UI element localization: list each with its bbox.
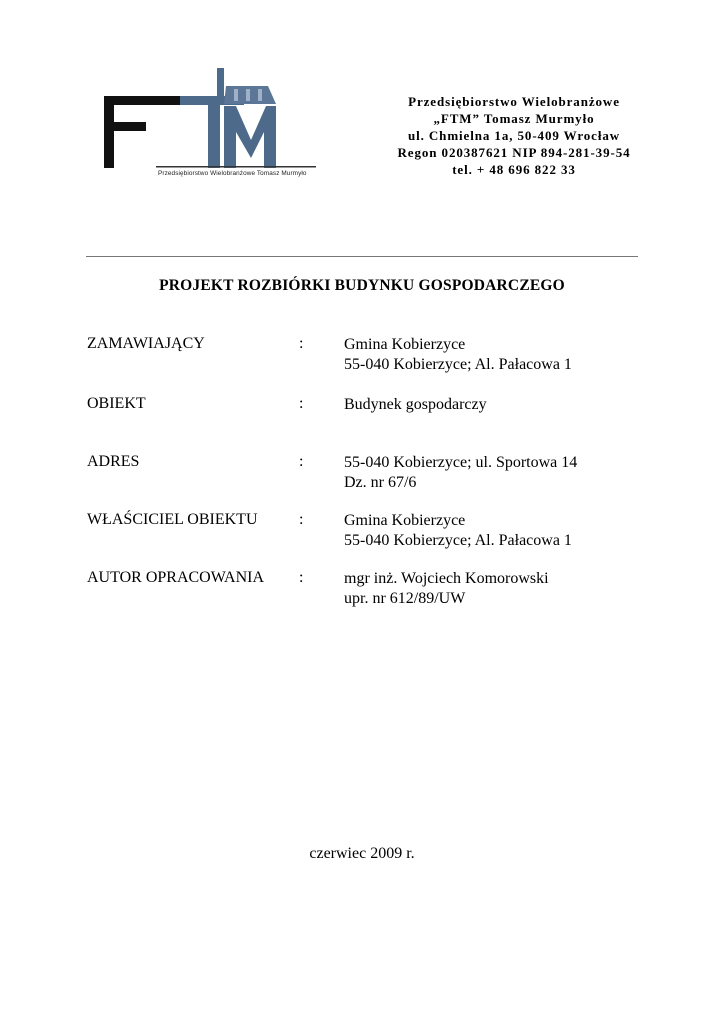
value-line: Gmina Kobierzyce [344, 336, 466, 353]
field-value-client [344, 335, 572, 375]
company-name-line: Przedsiębiorstwo Wielobranżowe [408, 94, 620, 109]
field-label-object: OBIEKT [87, 395, 146, 412]
field-value-owner [344, 511, 572, 551]
logo-underline [156, 166, 316, 168]
company-owner-line: „FTM” Tomasz Murmyło [433, 111, 595, 126]
logo-chimney [217, 68, 224, 98]
field-label-author: AUTOR OPRACOWANIA [87, 569, 265, 586]
field-colon: : [299, 511, 304, 528]
field-colon: : [299, 395, 304, 412]
value-line: mgr inż. Wojciech Komorowski [344, 570, 549, 587]
field-colon: : [299, 569, 304, 586]
document-title: PROJEKT ROZBIÓRKI BUDYNKU GOSPODARCZEGO [159, 277, 565, 294]
company-info [376, 93, 652, 178]
logo-building-roof [224, 86, 276, 104]
logo-letter-m [224, 106, 276, 168]
document-date: czerwiec 2009 r. [309, 845, 415, 862]
header-divider [86, 256, 638, 257]
value-line: upr. nr 612/89/UW [344, 590, 466, 607]
company-address-line: ul. Chmielna 1a, 50-409 Wrocław [407, 128, 621, 143]
field-colon: : [299, 335, 304, 352]
field-value-address [344, 453, 577, 493]
company-registry-line: Regon 020387621 NIP 894-281-39-54 [397, 145, 631, 160]
field-label-address: ADRES [87, 453, 140, 470]
field-label-client: ZAMAWIAJĄCY [87, 335, 205, 352]
company-phone-line: tel. + 48 696 822 33 [452, 162, 576, 177]
value-line: 55-040 Kobierzyce; Al. Pałacowa 1 [344, 356, 572, 373]
logo-caption: Przedsiębiorstwo Wielobranżowe Tomasz Murmyło [158, 170, 307, 177]
value-line: Gmina Kobierzyce [344, 512, 466, 529]
value-line: Budynek gospodarczy [344, 396, 487, 413]
value-line: Dz. nr 67/6 [344, 474, 417, 491]
value-line: 55-040 Kobierzyce; ul. Sportowa 14 [344, 454, 578, 471]
logo-letter-f [104, 96, 196, 168]
field-label-owner: WŁAŚCICIEL OBIEKTU [87, 511, 258, 528]
field-value-author [344, 569, 549, 609]
field-value-object [344, 395, 487, 415]
value-line: 55-040 Kobierzyce; Al. Pałacowa 1 [344, 532, 572, 549]
field-colon: : [299, 453, 304, 470]
